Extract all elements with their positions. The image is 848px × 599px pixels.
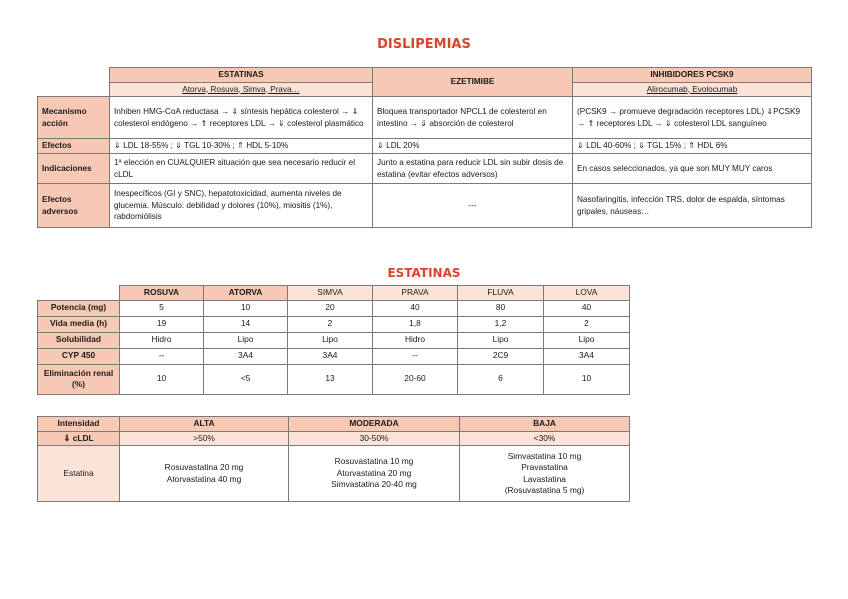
row-label-indicaciones: Indicaciones: [38, 154, 110, 184]
table-cell: Inhiben HMG-CoA reductasa → ⇓ síntesis hepática colesterol → ⇓ colesterol endógeno → ⇑ receptores LDL → ⇓ colesterol plasmático: [110, 97, 373, 139]
table-cell: --: [120, 348, 204, 364]
col-header-moderada: MODERADA: [289, 417, 460, 432]
row-label-efectos: Efectos: [38, 139, 110, 154]
table-cell: Lipo: [204, 332, 288, 348]
table-cell: Lipo: [288, 332, 373, 348]
empty-corner: [38, 286, 120, 301]
table-cell: <5: [204, 364, 288, 394]
row-label-mecanismo: Mecanismo acción: [38, 97, 110, 139]
table-cell: 14: [204, 316, 288, 332]
section-title-estatinas: ESTATINAS: [387, 266, 461, 280]
table-cell: [289, 446, 460, 502]
table-cell: Nasofaringitis, infección TRS, dolor de espalda, síntomas gripales, náuseas…: [573, 184, 812, 228]
table-cell: 5: [120, 300, 204, 316]
table-cell: 1,8: [373, 316, 458, 332]
table-cell: Bloquea transportador NPCL1 de colesterol en intestino → ⇓ absorción de colesterol: [373, 97, 573, 139]
col-header: PRAVA: [373, 286, 458, 301]
table-cell: 2: [288, 316, 373, 332]
row-label-efectos-adversos: Efectos adversos: [38, 184, 110, 228]
row-label: Potencia (mg): [38, 300, 120, 316]
table-cell: Inespecíficos (GI y SNC), hepatotoxicidad, aumenta niveles de glucemia. Músculo: debilidad y dolores (10%), miositis (1%), rabdomiólisis: [110, 184, 373, 228]
table-cell: Hidro: [120, 332, 204, 348]
col-header-estatinas: ESTATINAS: [110, 68, 373, 83]
col-header: FLUVA: [458, 286, 544, 301]
row-label-cldl: ⇓ cLDL: [38, 431, 120, 446]
col-header: ATORVA: [204, 286, 288, 301]
list-item: (Rosuvastatina 5 mg): [504, 485, 585, 495]
table-cell: Lipo: [544, 332, 630, 348]
table-cell: ---: [373, 184, 573, 228]
col-header-baja: BAJA: [460, 417, 630, 432]
table-cell: --: [373, 348, 458, 364]
table-cell: 10: [204, 300, 288, 316]
table-cell: ⇓ LDL 18-55% ; ⇓ TGL 10-30% ; ⇑ HDL 5-10%: [110, 139, 373, 154]
table-cell: Junto a estatina para reducir LDL sin subir dosis de estatina (evitar efectos adversos): [373, 154, 573, 184]
list-item: Atorvastatina 40 mg: [166, 473, 242, 484]
table-cell: 13: [288, 364, 373, 394]
table-cell: 2: [544, 316, 630, 332]
row-label-intensidad: Intensidad: [38, 417, 120, 432]
statins-table: [37, 285, 630, 395]
table-cell: 10: [544, 364, 630, 394]
table-cell: 20-60: [373, 364, 458, 394]
table-cell: 20: [288, 300, 373, 316]
table-cell: 2C9: [458, 348, 544, 364]
table-cell: (PCSK9 → promueve degradación receptores LDL) ⇓PCSK9 → ⇑ receptores LDL → ⇓ colesterol LDL sanguíneo: [573, 97, 812, 139]
list-item: Simvastatina 10 mg: [507, 450, 582, 461]
table-cell: <30%: [460, 431, 630, 446]
row-label: Vida media (h): [38, 316, 120, 332]
table-cell: ⇓ LDL 40-60% ; ⇓ TGL 15% ; ⇑ HDL 6%: [573, 139, 812, 154]
list-item: Pravastatina: [521, 462, 568, 472]
table-cell: Lipo: [458, 332, 544, 348]
col-header-ezetimibe: EZETIMIBE: [373, 68, 573, 97]
table-cell: 1,2: [458, 316, 544, 332]
col-header: ROSUVA: [120, 286, 204, 301]
table-cell: 40: [373, 300, 458, 316]
row-label-estatina: Estatina: [38, 446, 120, 502]
col-header: LOVA: [544, 286, 630, 301]
table-cell: 30-50%: [289, 431, 460, 446]
table-cell: 10: [120, 364, 204, 394]
row-label: CYP 450: [38, 348, 120, 364]
table-cell: Hidro: [373, 332, 458, 348]
table-cell: En casos seleccionados, ya que son MUY MUY caros: [573, 154, 812, 184]
table-cell: 80: [458, 300, 544, 316]
empty-corner: [38, 68, 110, 97]
table-cell: ⇓ LDL 20%: [373, 139, 573, 154]
comparison-table: [37, 67, 812, 228]
col-header-alta: ALTA: [120, 417, 289, 432]
col-sub-estatinas: Atorva, Rosuva, Simva, Prava…: [110, 82, 373, 97]
table-cell: 3A4: [544, 348, 630, 364]
table-cell: 3A4: [204, 348, 288, 364]
list-item: Atorvastatina 20 mg: [336, 467, 412, 478]
col-header: SIMVA: [288, 286, 373, 301]
table-cell: 19: [120, 316, 204, 332]
row-label: Eliminación renal (%): [38, 364, 120, 394]
table-cell: [460, 446, 630, 502]
table-cell: >50%: [120, 431, 289, 446]
table-cell: 6: [458, 364, 544, 394]
list-item: Simvastatina 20-40 mg: [331, 479, 417, 490]
intensity-table: [37, 416, 630, 502]
table-cell: 3A4: [288, 348, 373, 364]
list-item: Rosuvastatina 10 mg: [334, 456, 414, 467]
table-cell: 1ª elección en CUALQUIER situación que sea necesario reducir el cLDL: [110, 154, 373, 184]
table-cell: 40: [544, 300, 630, 316]
page-title: DISLIPEMIAS: [377, 37, 471, 52]
list-item: Lavastatina: [523, 473, 566, 484]
col-sub-pcsk9: Alirocumab, Evolocumab: [573, 82, 812, 97]
col-header-pcsk9: INHIBIDORES PCSK9: [573, 68, 812, 83]
list-item: Rosuvastatina 20 mg: [164, 462, 244, 472]
table-cell: [120, 446, 289, 502]
row-label: Solubilidad: [38, 332, 120, 348]
